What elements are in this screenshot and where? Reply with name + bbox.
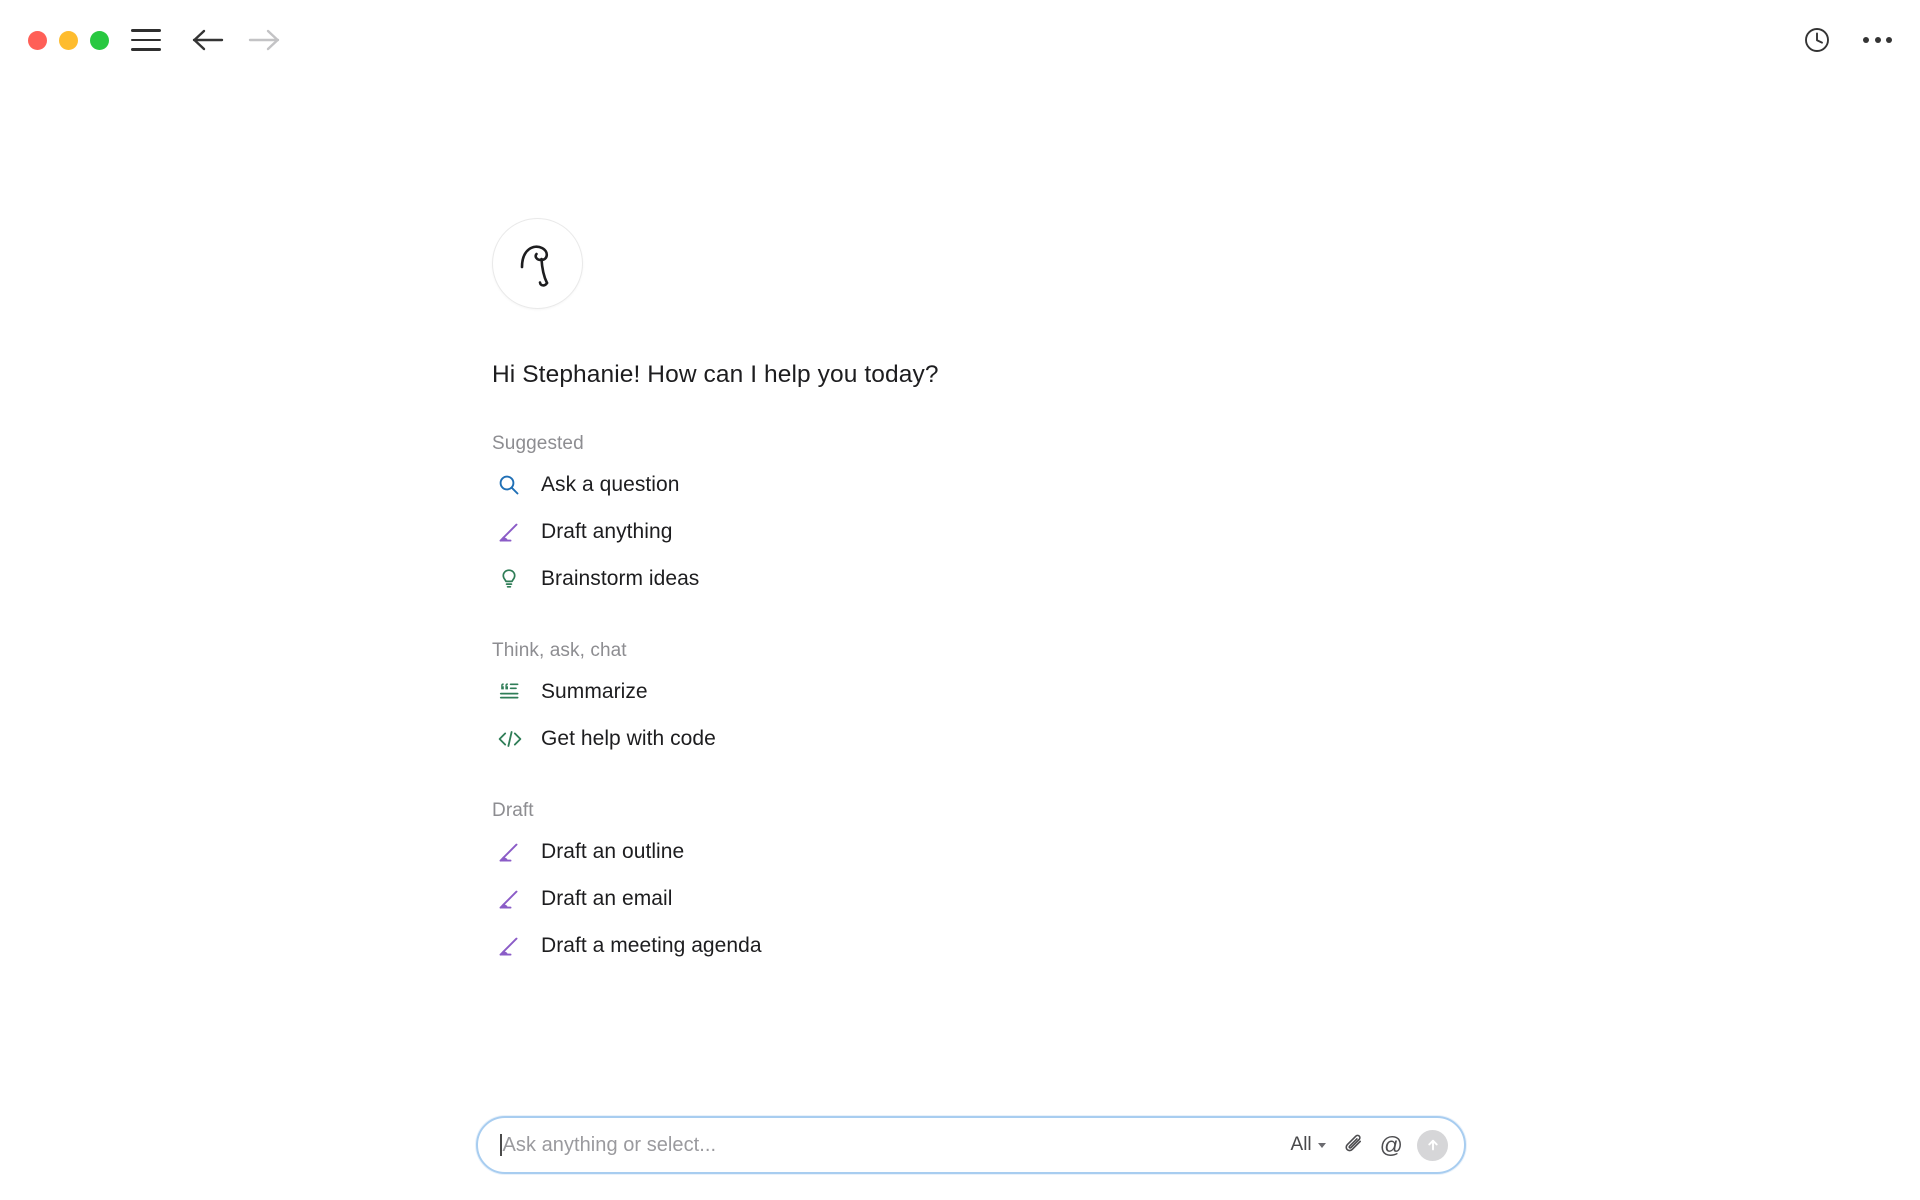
maximize-window-button[interactable] [90,31,109,50]
suggestion-draft-a-meeting-agenda[interactable] [492,922,1492,969]
summarize-icon [497,680,541,704]
suggestion-label: Brainstorm ideas [541,566,700,590]
assistant-glyph-icon [512,237,564,291]
page-title: Hi Stephanie! How can I help you today? [492,361,939,388]
suggestion-label: Draft a meeting agenda [541,933,762,957]
window-controls [28,31,109,50]
close-window-button[interactable] [28,31,47,50]
suggestion-label: Draft anything [541,519,673,543]
pencil-icon [497,840,541,864]
code-icon [497,727,541,751]
lightbulb-icon [497,567,541,591]
section-label-draft: Draft [492,800,534,821]
more-dot [1886,37,1892,43]
pencil-icon [497,934,541,958]
forward-arrow-icon[interactable] [247,27,281,53]
attachment-icon[interactable] [1342,1133,1366,1157]
section-label-think-ask-chat: Think, ask, chat [492,640,627,661]
arrow-up-icon [1424,1136,1442,1154]
back-arrow-icon[interactable] [191,27,225,53]
more-dot [1863,37,1869,43]
scope-label: All [1290,1134,1312,1155]
suggestion-label: Summarize [541,679,648,703]
navigation-arrows [191,27,281,53]
suggestion-draft-an-email[interactable] [492,875,1492,922]
menu-icon-line [131,39,161,42]
mention-icon[interactable]: @ [1379,1131,1403,1158]
suggestion-summarize[interactable] [492,668,1492,715]
minimize-window-button[interactable] [59,31,78,50]
more-options-icon[interactable] [1861,31,1894,49]
pencil-icon [497,887,541,911]
menu-icon[interactable] [131,29,161,51]
avatar [492,218,583,309]
assistant-home-panel [492,218,1492,969]
suggestion-brainstorm-ideas[interactable] [492,555,1492,602]
title-bar-right-actions [1803,26,1894,54]
suggestion-label: Draft an outline [541,839,685,863]
menu-icon-line [131,29,161,32]
chevron-down-icon [1318,1143,1326,1148]
scope-selector[interactable] [1291,1134,1326,1156]
suggestion-label: Draft an email [541,886,673,910]
history-clock-icon[interactable] [1803,26,1831,54]
search-icon [497,473,541,497]
title-bar [0,0,1920,80]
pencil-icon [497,520,541,544]
suggestion-get-help-with-code[interactable] [492,715,1492,762]
composer-bar[interactable] [476,1116,1466,1174]
menu-icon-line [131,48,161,51]
search-input[interactable]: Ask anything or select... [502,1133,717,1156]
section-label-suggested: Suggested [492,433,584,454]
text-caret [500,1134,502,1156]
suggestion-label: Ask a question [541,472,680,496]
more-dot [1875,37,1881,43]
suggestion-label: Get help with code [541,726,716,750]
suggestion-ask-a-question[interactable] [492,461,1492,508]
send-button[interactable] [1417,1130,1448,1161]
suggestion-draft-an-outline[interactable] [492,828,1492,875]
suggestion-draft-anything[interactable] [492,508,1492,555]
